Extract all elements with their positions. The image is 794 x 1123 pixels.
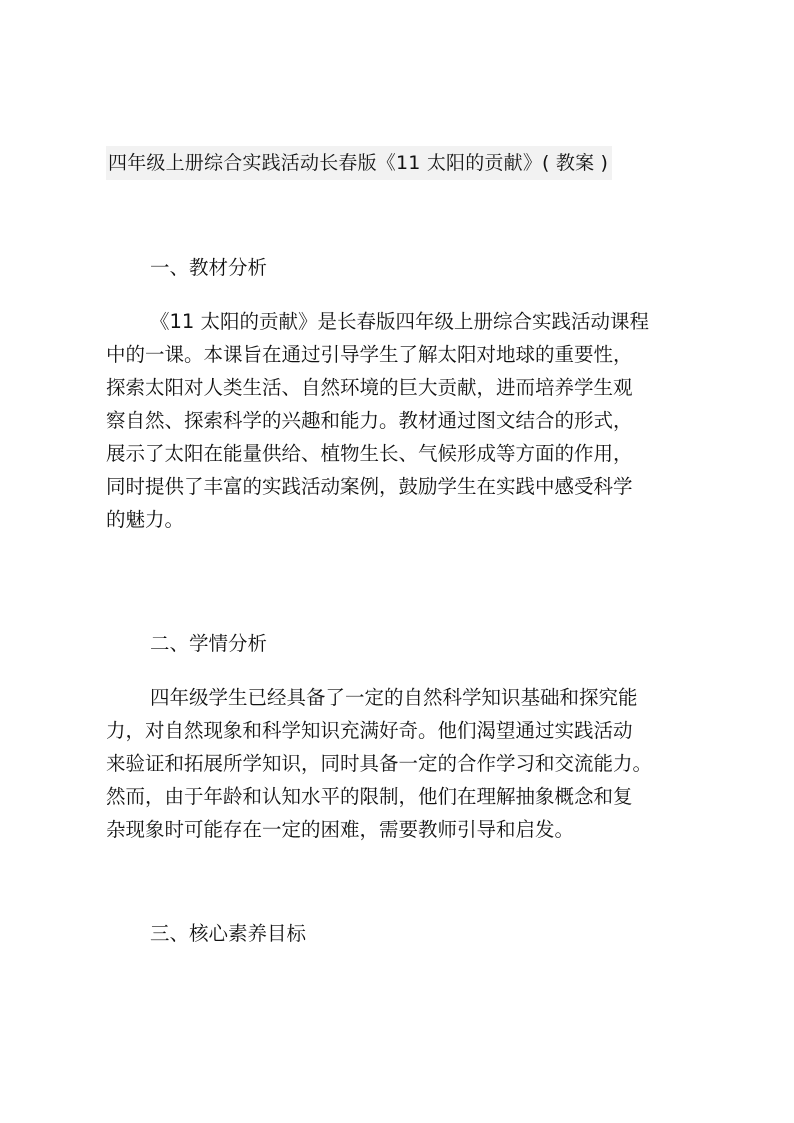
paragraph-line: 力，对自然现象和科学知识充满好奇。他们渴望通过实践活动 [106,719,633,742]
paragraph-line: 中的一课。本课旨在通过引导学生了解太阳对地球的重要性， [106,343,633,366]
document-title: 四年级上册综合实践活动长春版《11 太阳的贡献》( 教案 ) [106,146,612,180]
paragraph-line: 的魅力。 [106,508,185,531]
paragraph-line: 《11 太阳的贡献》是长春版四年级上册综合实践活动课程 [150,310,650,333]
section-paragraph-2 [106,681,746,846]
paragraph-line: 探索太阳对人类生活、自然环境的巨大贡献，进而培养学生观 [106,376,633,399]
paragraph-line: 同时提供了丰富的实践活动案例，鼓励学生在实践中感受科学 [106,475,633,498]
paragraph-line: 察自然、探索科学的兴趣和能力。教材通过图文结合的形式， [106,409,633,432]
paragraph-line: 展示了太阳在能量供给、植物生长、气候形成等方面的作用， [106,442,633,465]
section-heading-2: 二、学情分析 [150,632,268,655]
section-paragraph-1 [106,305,746,536]
paragraph-line: 杂现象时可能存在一定的困难，需要教师引导和启发。 [106,818,575,841]
paragraph-line: 来验证和拓展所学知识，同时具备一定的合作学习和交流能力。 [106,752,653,775]
paragraph-line: 然而，由于年龄和认知水平的限制，他们在理解抽象概念和复 [106,785,633,808]
section-heading-1: 一、教材分析 [150,256,268,279]
section-heading-3: 三、核心素养目标 [150,922,307,945]
paragraph-line: 四年级学生已经具备了一定的自然科学知识基础和探究能 [150,686,638,709]
